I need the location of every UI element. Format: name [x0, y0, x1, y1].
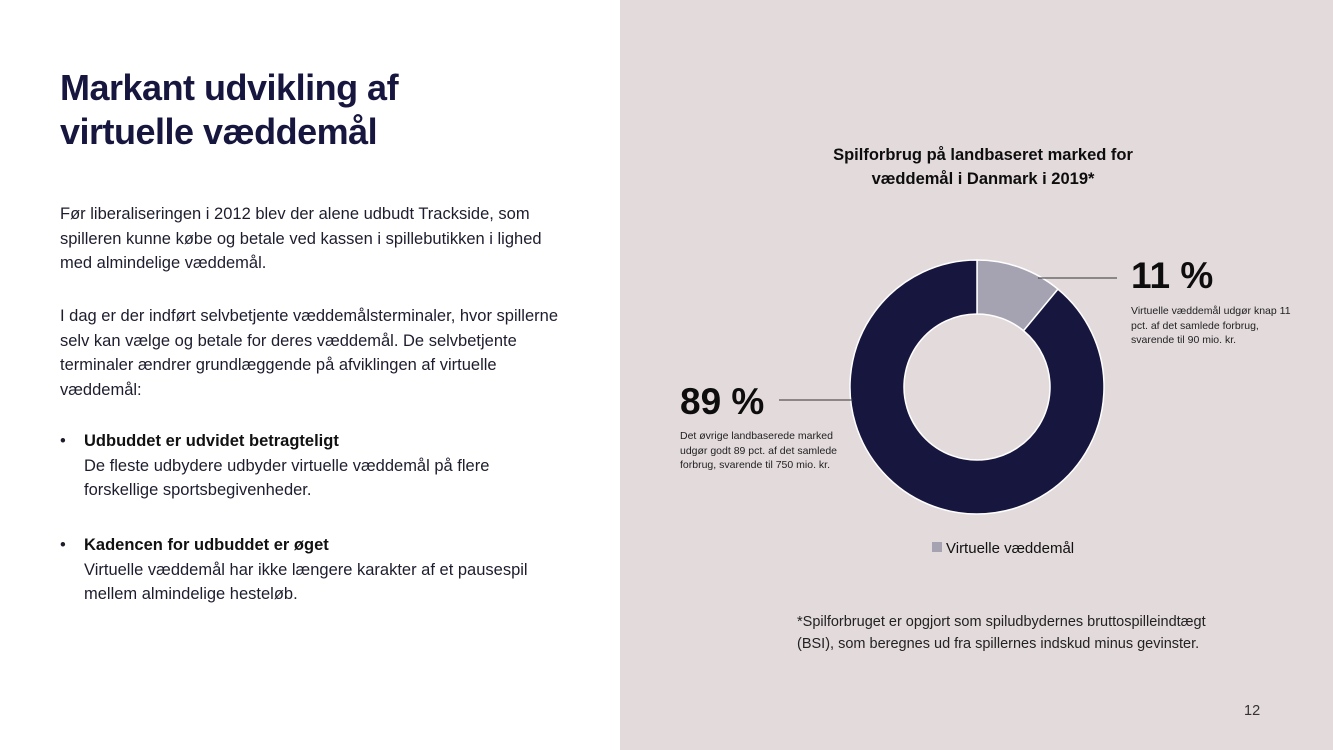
legend-swatch	[932, 542, 942, 552]
bullet-dot: •	[60, 432, 66, 450]
intro-paragraph: Før liberaliseringen i 2012 blev der alene udbudt Trackside, som spilleren kunne købe og betale ved kassen i spillebutikken i lighed med almindelige væddemål.	[60, 205, 542, 272]
bullet-heading: Udbuddet er udvidet betragteligt	[84, 432, 339, 450]
donut-slice-1	[850, 260, 1104, 514]
chart-title: Spilforbrug på landbaseret marked for væddemål i Danmark i 2019*	[833, 146, 1133, 188]
slide-title: Markant udvikling af virtuelle væddemål	[60, 67, 399, 152]
bullet-text: Virtuelle væddemål har ikke længere karakter af et pausespil mellem almindelige hesteløb.	[84, 560, 528, 603]
slice-label-virtual: 11 %	[1131, 255, 1214, 296]
footnote: *Spilforbruget er opgjort som spiludbydernes bruttospilleindtægt (BSI), som beregnes ud fra spillernes indskud minus gevinster.	[797, 614, 1206, 652]
legend-label: Virtuelle væddemål	[946, 540, 1075, 557]
bullet-dot: •	[60, 536, 66, 554]
slice-label-other: 89 %	[680, 381, 765, 422]
slice-annotation-other: Det øvrige landbaserede marked udgør godt 89 pct. af det samlede forbrug, svarende til 750 mio. kr.	[680, 430, 838, 471]
chart-legend	[932, 540, 1074, 557]
slice-annotation-virtual: Virtuelle væddemål udgør knap 11 pct. af det samlede forbrug, svarende til 90 mio. kr.	[1131, 305, 1291, 346]
bullet-heading: Kadencen for udbuddet er øget	[84, 536, 329, 554]
bullet-text: De fleste udbydere udbyder virtuelle væddemål på flere forskellige sportsbegivenheder.	[84, 456, 490, 499]
second-paragraph: I dag er der indført selvbetjente væddemålsterminaler, hvor spillerne selv kan vælge og betale for deres væddemål. De selvbetjente terminaler ændrer grundlæggende på afviklingen af virtuelle væddemål:	[60, 307, 558, 399]
page-number: 12	[1244, 703, 1261, 719]
